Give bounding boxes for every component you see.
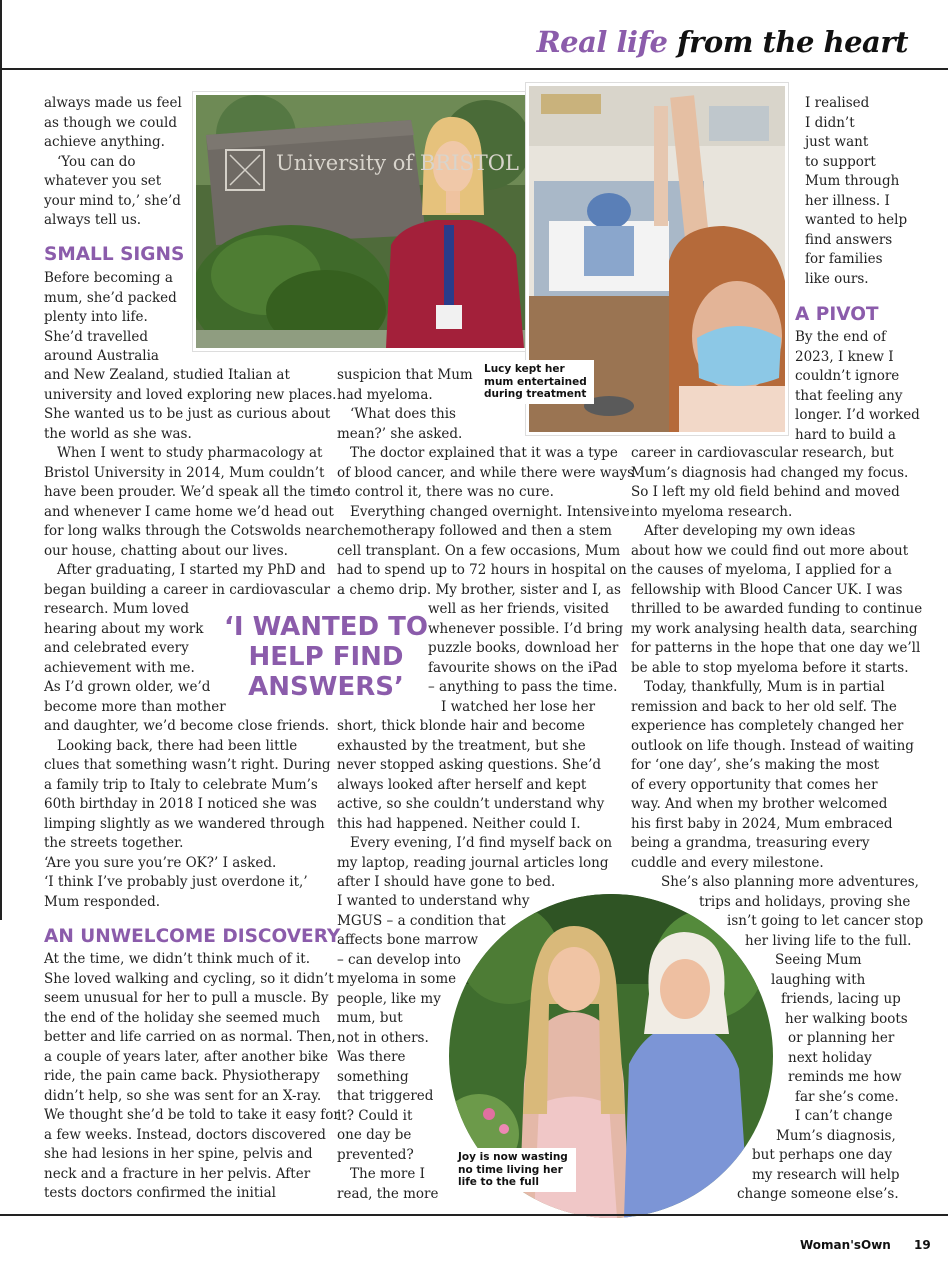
article-line: cuddle and every milestone.	[631, 854, 824, 871]
article-line: longer. I’d worked	[795, 407, 920, 423]
article-line: my work analysing health data, searching	[631, 620, 918, 637]
article-line: began building a career in cardiovascular	[44, 581, 331, 598]
article-line: Today, thankfully, Mum is in partial	[644, 679, 885, 695]
brand-from-the-heart: from the heart	[677, 25, 908, 59]
page-header	[0, 0, 948, 70]
article-line: your mind to,’ she’d	[44, 192, 181, 209]
article-line: find answers	[805, 231, 893, 248]
article-line: the causes of myeloma, I applied for a	[631, 562, 892, 578]
pull-quote: ‘I WANTED TO HELP FIND ANSWERS’	[224, 612, 428, 702]
article-line: Looking back, there had been little	[57, 737, 298, 754]
article-line: puzzle books, download her	[428, 640, 619, 656]
article-line: 60th birthday in 2018 I noticed she was	[44, 796, 317, 812]
article-line: limping slightly as we wandered through	[44, 815, 325, 832]
article-line: As I’d grown older, we’d	[44, 679, 211, 695]
article-line: experience has completely changed her	[631, 718, 904, 734]
article-line: always looked after herself and kept	[337, 776, 587, 793]
article-line: didn’t help, so she was sent for an X-ray.	[44, 1087, 322, 1104]
garden-caption: Joy is now wasting no time living her life to the full	[452, 1148, 576, 1192]
article-line: suspicion that Mum	[337, 367, 473, 383]
article-line: mean?’ she asked.	[337, 425, 463, 442]
article-line: She loved walking and cycling, so it didn’t	[44, 970, 334, 987]
article-line: When I went to study pharmacology at	[57, 445, 323, 461]
article-line: or planning her	[788, 1030, 895, 1046]
article-line: her walking boots	[785, 1010, 908, 1027]
article-line: cell transplant. On a few occasions, Mum	[337, 542, 621, 559]
article-line: By the end of	[795, 329, 886, 345]
article-line: The doctor explained that it was a type	[350, 445, 618, 461]
article-line: that triggered	[337, 1088, 434, 1104]
article-line: laughing with	[771, 971, 866, 988]
left-margin-rule	[0, 70, 2, 920]
article-line: for ‘one day’, she’s making the most	[631, 757, 880, 773]
article-line: After developing my own ideas	[644, 523, 856, 539]
article-line: I can’t change	[795, 1108, 893, 1124]
article-line: always made us feel	[44, 95, 182, 111]
article-line: affects bone marrow	[337, 932, 479, 948]
article-line: ‘I think I’ve probably just overdone it,’	[44, 874, 308, 890]
article-line: outlook on life though. Instead of waiting	[631, 737, 914, 754]
article-line: chemotherapy followed and then a stem	[337, 523, 612, 539]
article-line: favourite shows on the iPad	[428, 659, 618, 676]
article-line: for families	[805, 251, 883, 267]
article-line: We thought she’d be told to take it easy for	[44, 1107, 340, 1123]
article-line: and daughter, we’d become close friends.	[44, 718, 330, 734]
subheading: AN UNWELCOME DISCOVERY	[44, 926, 341, 947]
article-line: the end of the holiday she seemed much	[44, 1009, 321, 1026]
footer-rule	[0, 1214, 948, 1216]
brand-real-life: Real life	[536, 25, 668, 59]
page-number: 19	[914, 1238, 931, 1252]
article-line: our house, chatting about our lives.	[44, 542, 288, 559]
article-line: friends, lacing up	[781, 991, 901, 1007]
magazine-name: Woman'sOwn	[800, 1238, 891, 1252]
article-line: isn’t going to let cancer stop	[727, 913, 924, 929]
article-line: and celebrated every	[44, 640, 189, 656]
article-line: of blood cancer, and while there were ways	[337, 464, 635, 481]
article-line: clues that something wasn’t right. During	[44, 757, 331, 773]
article-line: – can develop into	[337, 951, 461, 968]
article-line: to control it, there was no cure.	[337, 484, 554, 500]
article-line: mum, but	[337, 1010, 403, 1026]
article-line: research. Mum loved	[44, 601, 190, 617]
article-line: The more I	[350, 1166, 425, 1182]
article-line: After graduating, I started my PhD and	[57, 562, 326, 578]
article-line: Bristol University in 2014, Mum couldn’t	[44, 464, 325, 481]
article-line: to support	[805, 153, 876, 170]
article-line: just want	[805, 134, 869, 150]
article-line: well as her friends, visited	[428, 601, 610, 617]
article-line: wanted to help	[805, 212, 908, 228]
article-line: I watched her lose her	[441, 698, 596, 715]
university-sign-text: University of BRISTOL	[276, 151, 519, 175]
article-line: Mum’s diagnosis,	[776, 1127, 896, 1144]
article-line: At the time, we didn’t think much of it.	[44, 951, 310, 967]
article-line: better and life carried on as normal. Then,	[44, 1029, 336, 1045]
article-line: fellowship with Blood Cancer UK. I was	[631, 581, 903, 598]
article-line: far she’s come.	[795, 1088, 899, 1105]
article-line: 2023, I knew I	[795, 348, 894, 365]
article-line: it? Could it	[337, 1107, 413, 1124]
article-line: never stopped asking questions. She’d	[337, 757, 602, 773]
article-line: being a grandma, treasuring every	[631, 835, 870, 851]
article-line: achievement with me.	[44, 659, 195, 676]
article-line: his first baby in 2024, Mum embraced	[631, 815, 893, 832]
article-line: She’d travelled	[44, 328, 148, 345]
article-line: next holiday	[788, 1049, 872, 1066]
article-line: remission and back to her old self. The	[631, 698, 897, 715]
article-line: read, the more	[337, 1185, 439, 1202]
article-line: couldn’t ignore	[795, 368, 900, 384]
article-line: like ours.	[805, 270, 869, 287]
article-line: change someone else’s.	[737, 1186, 899, 1202]
article-line: Every evening, I’d find myself back on	[350, 835, 613, 851]
article-line: Mum’s diagnosis had changed my focus.	[631, 464, 909, 481]
header-rule	[0, 68, 948, 70]
article-line: the world as she was.	[44, 425, 192, 442]
article-line: always tell us.	[44, 212, 142, 228]
article-line: she had lesions in her spine, pelvis and	[44, 1146, 313, 1162]
article-line: plenty into life.	[44, 309, 148, 325]
article-line: – anything to pass the time.	[428, 679, 618, 695]
article-line: ‘You can do	[57, 153, 136, 170]
article-line: So I left my old field behind and moved	[631, 484, 900, 500]
subheading: SMALL SIGNS	[44, 244, 185, 265]
article-line: of every opportunity that comes her	[631, 776, 878, 793]
article-line: for patterns in the hope that one day we’ll	[631, 640, 921, 656]
article-line: had myeloma.	[337, 386, 433, 403]
article-line: exhausted by the treatment, but she	[337, 737, 586, 754]
article-line: people, like my	[337, 990, 441, 1007]
article-line: whenever possible. I’d bring	[428, 620, 624, 637]
article-line: prevented?	[337, 1146, 414, 1163]
article-line: neck and a fracture in her pelvis. After	[44, 1165, 311, 1182]
article-line: the streets together.	[44, 835, 184, 851]
article-line: MGUS – a condition that	[337, 912, 506, 929]
article-line: into myeloma research.	[631, 503, 793, 520]
article-line: around Australia	[44, 348, 159, 364]
article-line: for long walks through the Cotswolds near	[44, 523, 337, 539]
article-line: after I should have gone to bed.	[337, 874, 556, 890]
article-line: I wanted to understand why	[337, 893, 530, 909]
article-line: university and loved exploring new places.	[44, 386, 337, 403]
article-line: her living life to the full.	[745, 932, 912, 949]
section-brand	[537, 24, 908, 60]
article-line: one day be	[337, 1127, 412, 1143]
article-line: hearing about my work	[44, 620, 204, 637]
article-line: I didn’t	[805, 114, 855, 131]
article-line: ride, the pain came back. Physiotherapy	[44, 1068, 320, 1084]
article-line: become more than mother	[44, 698, 226, 715]
article-line: this had happened. Neither could I.	[337, 815, 581, 832]
article-line: not in others.	[337, 1029, 429, 1046]
subheading: A PIVOT	[795, 304, 879, 325]
article-line: her illness. I	[805, 192, 890, 209]
article-line: active, so she couldn’t understand why	[337, 796, 605, 812]
article-line: as though we could	[44, 114, 178, 131]
article-line: had to spend up to 72 hours in hospital on	[337, 562, 627, 578]
article-line: my laptop, reading journal articles long	[337, 854, 609, 871]
article-line: thrilled to be awarded funding to continue	[631, 601, 923, 617]
article-line: ‘What does this	[350, 406, 456, 422]
article-line: hard to build a	[795, 426, 896, 443]
article-line: She wanted us to be just as curious about	[44, 406, 331, 422]
article-line: my research will help	[752, 1166, 900, 1183]
university-photo-art	[196, 95, 526, 348]
article-line: career in cardiovascular research, but	[631, 445, 894, 461]
article-line: myeloma in some	[337, 971, 457, 987]
article-line: I realised	[805, 95, 870, 111]
article-line: Before becoming a	[44, 270, 173, 286]
article-line: ‘Are you sure you’re OK?’ I asked.	[44, 854, 277, 871]
article-line: seem unusual for her to pull a muscle. By	[44, 990, 329, 1006]
article-line: a couple of years later, after another bike	[44, 1048, 329, 1065]
article-line: Everything changed overnight. Intensive	[350, 503, 630, 520]
article-line: mum, she’d packed	[44, 289, 177, 306]
article-line: Was there	[337, 1049, 406, 1065]
article-line: reminds me how	[788, 1069, 902, 1085]
article-line: Mum responded.	[44, 893, 161, 910]
article-line: about how we could find out more about	[631, 542, 909, 559]
article-line: and whenever I came home we’d head out	[44, 503, 334, 520]
article-line: a few weeks. Instead, doctors discovered	[44, 1126, 326, 1143]
article-line: trips and holidays, proving she	[699, 893, 911, 910]
article-line: whatever you set	[44, 173, 162, 189]
article-line: way. And when my brother welcomed	[631, 796, 888, 812]
article-line: be able to stop myeloma before it starts.	[631, 659, 909, 676]
article-line: something	[337, 1068, 409, 1085]
article-line: and New Zealand, studied Italian at	[44, 367, 290, 383]
article-line: short, thick blonde hair and become	[337, 718, 585, 734]
hospital-caption: Lucy kept her mum entertained during treatment	[478, 360, 594, 404]
article-line: Mum through	[805, 173, 900, 189]
article-line: a family trip to Italy to celebrate Mum’s	[44, 776, 318, 793]
university-photo	[193, 92, 529, 351]
article-line: a chemo drip. My brother, sister and I, as	[337, 581, 621, 598]
article-line: She’s also planning more adventures,	[661, 874, 919, 890]
article-line: have been prouder. We’d speak all the time	[44, 484, 341, 500]
article-line: Seeing Mum	[775, 952, 862, 968]
article-line: achieve anything.	[44, 134, 165, 150]
header-left-rule	[0, 0, 2, 70]
article-line: but perhaps one day	[752, 1147, 893, 1163]
article-line: tests doctors confirmed the initial	[44, 1185, 276, 1201]
article-line: that feeling any	[795, 387, 903, 404]
